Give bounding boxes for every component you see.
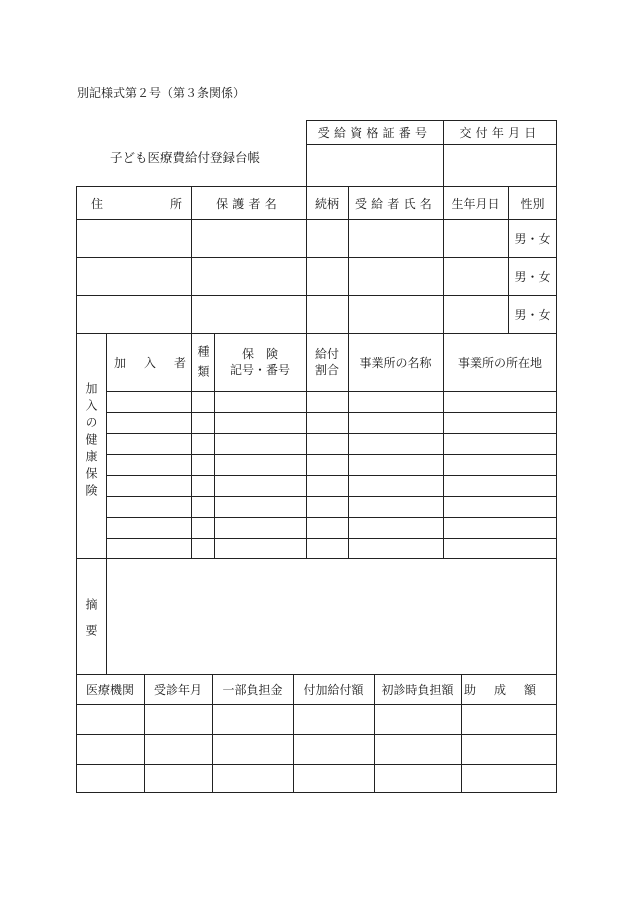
remarks-field[interactable] bbox=[107, 559, 556, 673]
recipient-name-header: 受給者氏名 bbox=[354, 197, 436, 211]
gender-option[interactable]: 男・女 bbox=[514, 308, 551, 322]
certificate-number-field[interactable] bbox=[307, 145, 442, 186]
remarks-label: 摘要 bbox=[84, 598, 98, 650]
insurance-type-header: 種類 bbox=[196, 345, 210, 385]
enrollee-header-1: 加 bbox=[114, 356, 127, 370]
enrollee-header-2: 入 bbox=[144, 356, 157, 370]
certificate-number-header: 受給資格証番号 bbox=[317, 126, 432, 140]
issue-date-field[interactable] bbox=[444, 145, 556, 186]
form-number: 別記様式第２号（第３条関係） bbox=[77, 86, 246, 100]
insurance-header-1: 保 険 bbox=[241, 347, 278, 361]
insurance-header-2: 記号・番号 bbox=[229, 363, 290, 377]
enrollee-header-3: 者 bbox=[174, 356, 187, 370]
office-address-header: 事業所の所在地 bbox=[457, 356, 542, 370]
first-visit-charge-header: 初診時負担額 bbox=[381, 683, 454, 697]
benefit-ratio-header-2: 割合 bbox=[314, 363, 339, 377]
address-header-1: 住 bbox=[91, 197, 104, 211]
subsidy-header: 助成額 bbox=[463, 683, 554, 697]
form-title: 子ども医療費給付登録台帳 bbox=[110, 150, 261, 165]
copay-header: 一部負担金 bbox=[222, 683, 283, 697]
gender-option[interactable]: 男・女 bbox=[514, 270, 551, 284]
office-name-header: 事業所の名称 bbox=[359, 356, 432, 370]
gender-header: 性別 bbox=[520, 197, 545, 211]
guardian-name-header: 保護者名 bbox=[216, 197, 281, 211]
insurance-section-label: 加入の健康保険 bbox=[84, 382, 98, 501]
benefit-ratio-header-1: 給付 bbox=[314, 347, 339, 361]
additional-benefit-header: 付加給付額 bbox=[303, 683, 364, 697]
registry-table bbox=[76, 186, 557, 793]
gender-option[interactable]: 男・女 bbox=[514, 232, 551, 246]
issue-date-header: 交付年月日 bbox=[459, 126, 541, 140]
visit-month-header: 受診年月 bbox=[153, 683, 202, 697]
relationship-header: 続柄 bbox=[314, 197, 339, 211]
address-header-2: 所 bbox=[170, 197, 183, 211]
birth-date-header: 生年月日 bbox=[451, 197, 500, 211]
medical-institution-header: 医療機関 bbox=[85, 683, 134, 697]
